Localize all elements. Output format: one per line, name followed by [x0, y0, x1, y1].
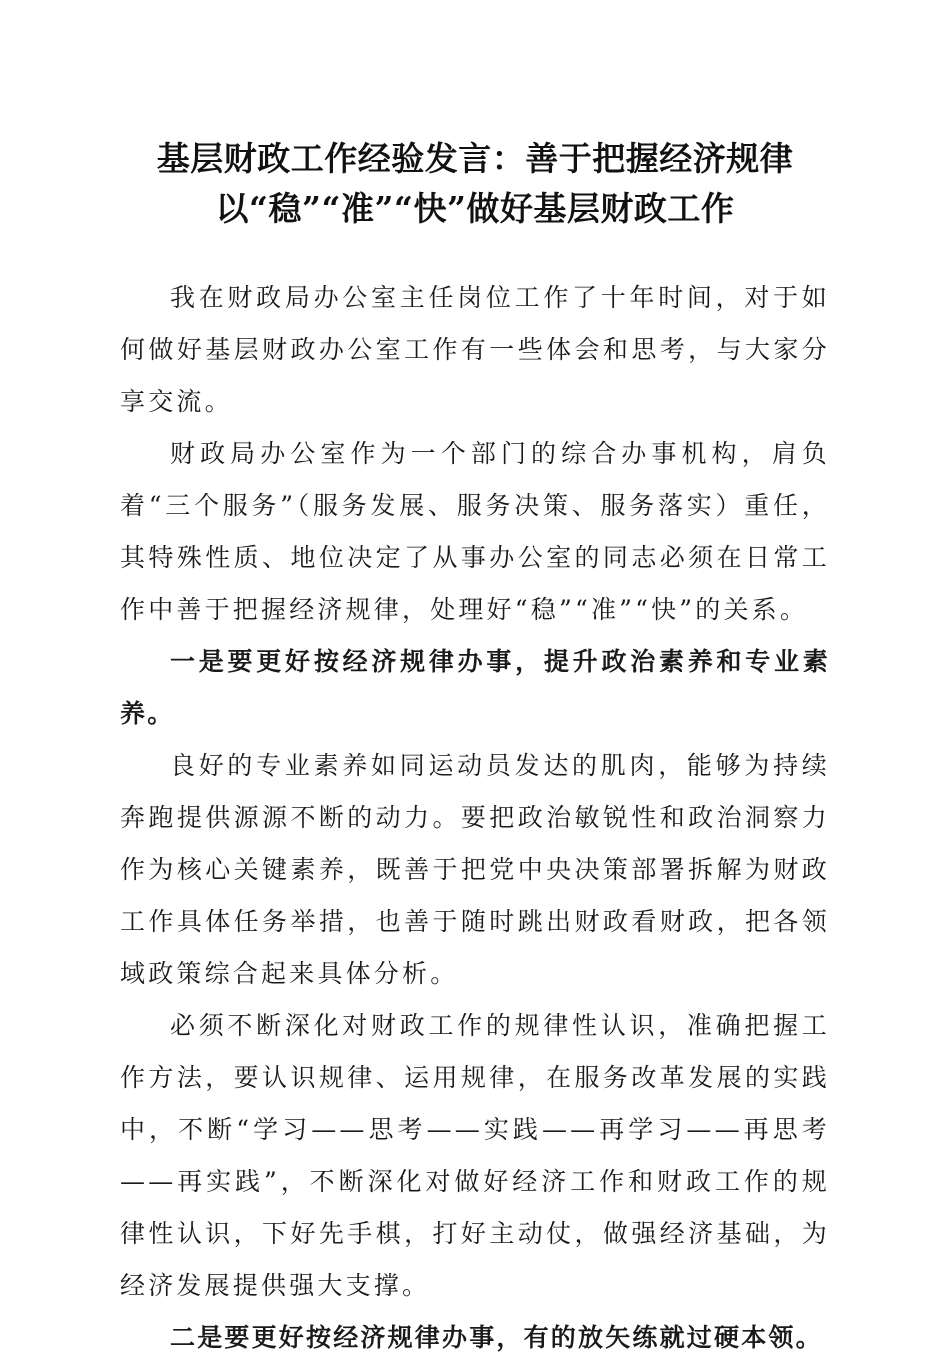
- paragraph-professional-quality: 良好的专业素养如同运动员发达的肌肉，能够为持续奔跑提供源源不断的动力。要把政治敏锐性和政治洞察力作为核心关键素养，既善于把党中央决策部署拆解为财政工作具体任务举措，也善于随时跳出财政看财政，把各领域政策综合起来具体分析。: [120, 751, 830, 988]
- title-line-2: 以“稳”“准”“快”做好基层财政工作: [215, 189, 735, 228]
- section-heading-2: 二是要更好按经济规律办事，有的放矢练就过硬本领。: [170, 1323, 823, 1352]
- paragraph-office-role: 财政局办公室作为一个部门的综合办事机构，肩负着“三个服务”（服务发展、服务决策、服务落实）重任，其特殊性质、地位决定了从事办公室的同志必须在日常工作中善于把握经济规律，处理好“稳”“准”“快”的关系。: [120, 439, 830, 624]
- section-heading-1: 一是要更好按经济规律办事，提升政治素养和专业素养。: [120, 647, 830, 728]
- title-line-1: 基层财政工作经验发言：善于把握经济规律: [156, 139, 794, 178]
- document-body: [120, 272, 830, 1364]
- document-title: [100, 134, 850, 234]
- paragraph-regularity: 必须不断深化对财政工作的规律性认识，准确把握工作方法，要认识规律、运用规律，在服务改革发展的实践中，不断“学习——思考——实践——再学习——再思考——再实践”，不断深化对做好经济工作和财政工作的规律性认识，下好先手棋，打好主动仗，做强经济基础，为经济发展提供强大支撑。: [120, 1011, 830, 1300]
- paragraph-intro: 我在财政局办公室主任岗位工作了十年时间，对于如何做好基层财政办公室工作有一些体会和思考，与大家分享交流。: [120, 283, 830, 416]
